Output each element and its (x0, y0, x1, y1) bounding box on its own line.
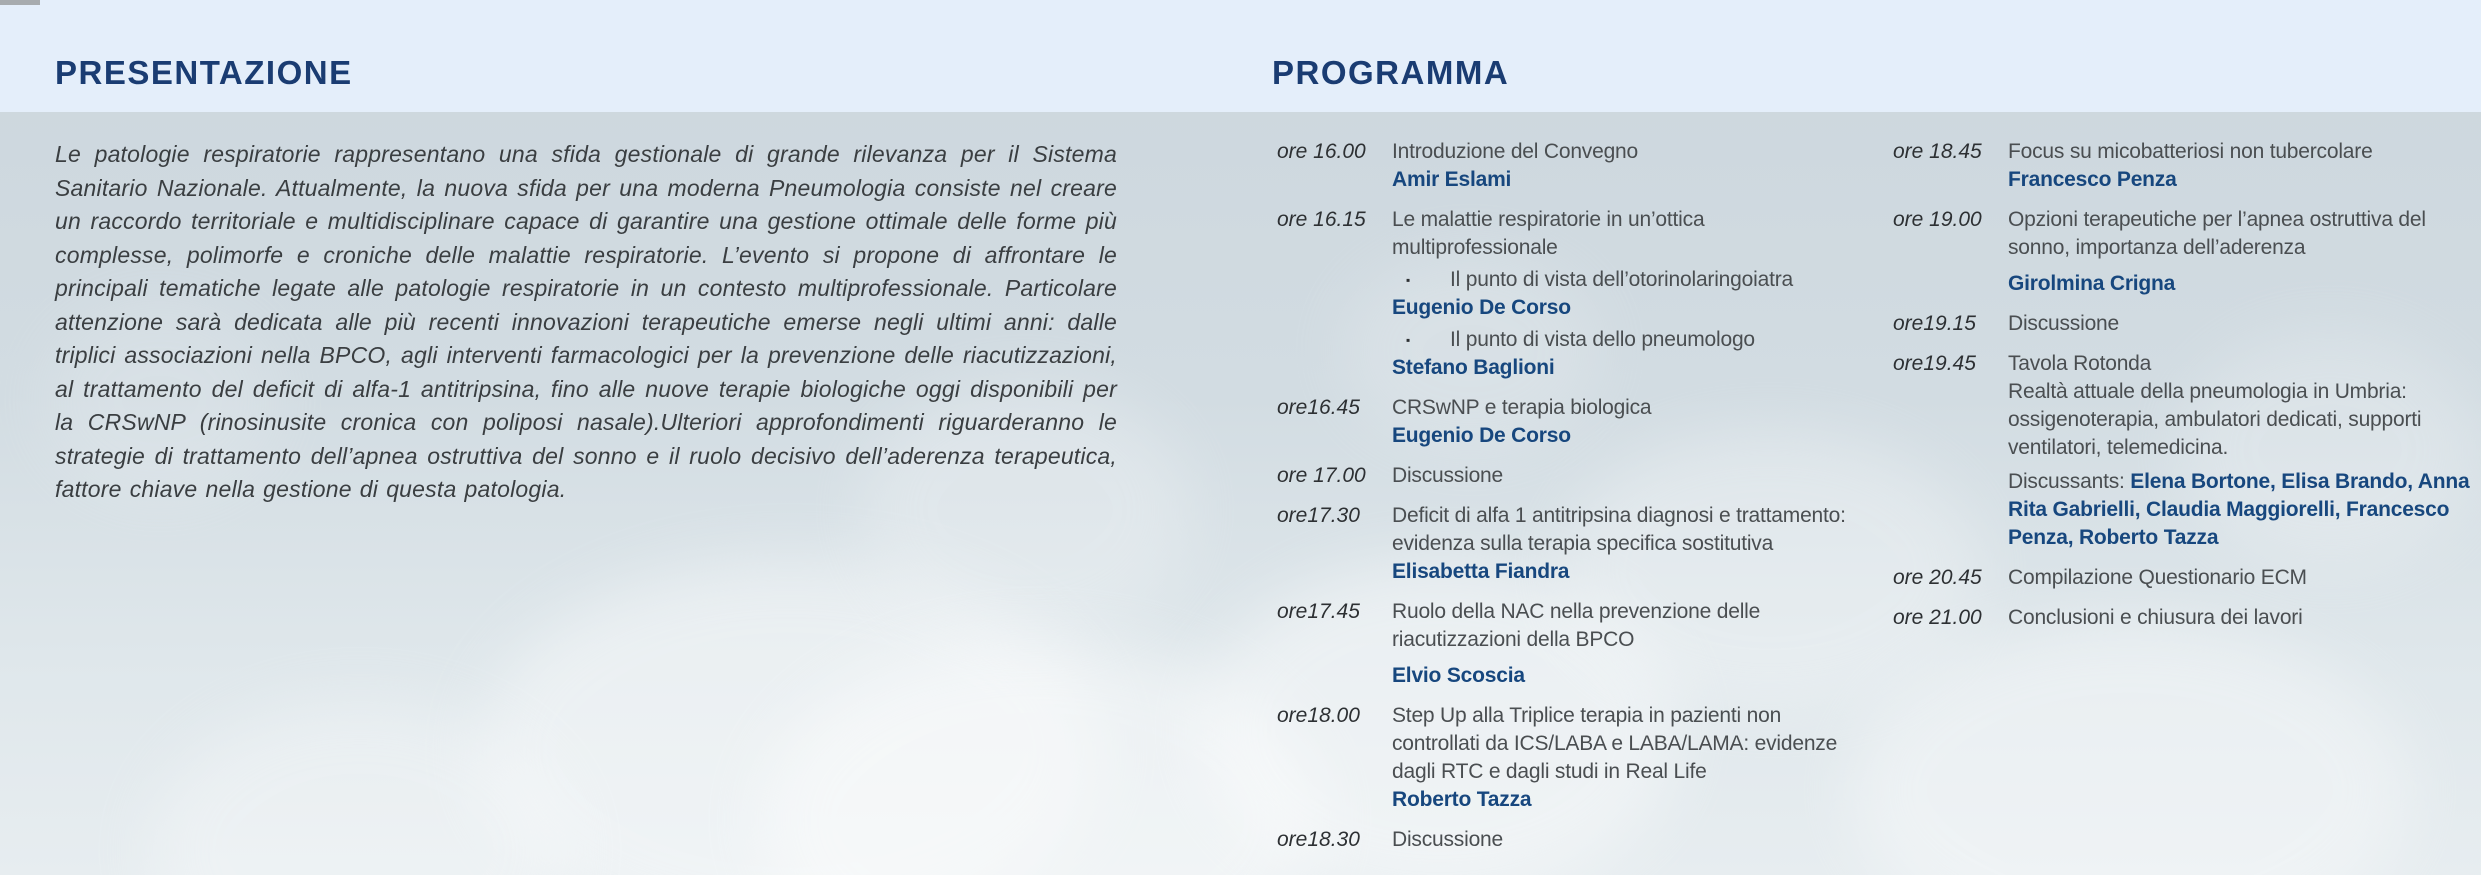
session-content (2008, 564, 2473, 592)
program-title: PROGRAMMA (1272, 54, 1510, 91)
program-row (1277, 462, 1862, 490)
program-row (1277, 598, 1862, 690)
program-row (1277, 394, 1862, 450)
session-title: Conclusioni e chiusura dei lavori (2008, 606, 2303, 629)
program-row (1893, 564, 2473, 592)
watermark-blob (480, 560, 1100, 875)
session-subtitle: Realtà attuale della pneumologia in Umbria: ossigenoterapia, ambulatori dedicati, supporti ventilatori, telemedicina. (2008, 380, 2422, 459)
session-title: Discussione (1392, 828, 1504, 851)
speaker-name: Eugenio De Corso (1392, 424, 1571, 447)
program-row (1277, 138, 1862, 194)
watermark-blob (760, 640, 1320, 875)
session-content (2008, 350, 2473, 552)
session-title: Tavola Rotonda (2008, 352, 2152, 375)
session-title: Introduzione del Convegno (1392, 140, 1639, 163)
session-content (2008, 138, 2473, 194)
discussants (2008, 468, 2473, 552)
program-column-1 (1277, 138, 1862, 866)
session-title: Focus su micobatteriosi non tubercolare (2008, 140, 2373, 163)
speaker-name: Stefano Baglioni (1392, 356, 1555, 379)
session-content (1392, 598, 1862, 690)
session-title: Step Up alla Triplice terapia in pazienti non controllati da ICS/LABA e LABA/LAMA: evidenze dagli RTC e dagli studi in Real Life (1392, 704, 1838, 783)
session-title: CRSwNP e terapia biologica (1392, 396, 1652, 419)
session-content (1392, 826, 1862, 854)
session-time: ore17.30 (1277, 504, 1360, 527)
watermark-blob (150, 700, 570, 875)
corner-artifact (0, 0, 40, 5)
session-time: ore19.15 (1893, 312, 1976, 335)
session-time: ore 16.00 (1277, 140, 1366, 163)
program-row (1893, 604, 2473, 632)
session-bullet (1392, 326, 1862, 354)
session-time: ore 21.00 (1893, 606, 1982, 629)
session-title: Ruolo della NAC nella prevenzione delle riacutizzazioni della BPCO (1392, 600, 1761, 651)
session-time: ore16.45 (1277, 396, 1360, 419)
session-time: ore18.30 (1277, 828, 1360, 851)
program-row (1277, 502, 1862, 586)
speaker-name: Roberto Tazza (1392, 788, 1532, 811)
bullet-text: Il punto di vista dello pneumologo (1450, 328, 1755, 351)
program-row (1893, 350, 2473, 552)
program-row (1893, 310, 2473, 338)
presentation-title: PRESENTAZIONE (55, 54, 353, 91)
session-content (2008, 206, 2473, 298)
session-content (1392, 702, 1862, 814)
session-time: ore 20.45 (1893, 566, 1982, 589)
session-title: Discussione (1392, 464, 1504, 487)
program-row (1277, 206, 1862, 382)
session-content (2008, 310, 2473, 338)
program-row (1893, 206, 2473, 298)
session-time: ore 16.15 (1277, 208, 1366, 231)
bullet-icon: ▪ (1406, 333, 1411, 347)
speaker-name: Elisabetta Fiandra (1392, 560, 1570, 583)
bullet-text: Il punto di vista dell’otorinolaringoiatra (1450, 268, 1793, 291)
program-row (1277, 702, 1862, 814)
bullet-icon: ▪ (1406, 273, 1411, 287)
header-band (0, 0, 2481, 112)
session-time: ore17.45 (1277, 600, 1360, 623)
session-time: ore 19.00 (1893, 208, 1982, 231)
program-row (1893, 138, 2473, 194)
session-time: ore19.45 (1893, 352, 1976, 375)
session-title: Opzioni terapeutiche per l’apnea ostruttiva del sonno, importanza dell’aderenza (2008, 208, 2426, 259)
speaker-name: Eugenio De Corso (1392, 296, 1571, 319)
session-content (1392, 462, 1862, 490)
watermark-blob (1850, 620, 2410, 875)
program-row (1277, 826, 1862, 854)
session-time: ore 18.45 (1893, 140, 1982, 163)
session-content (1392, 206, 1862, 382)
speaker-name: Francesco Penza (2008, 168, 2177, 191)
discussants-names: Elena Bortone, Elisa Brando, Anna Rita Gabrielli, Claudia Maggiorelli, Francesco Penza, Roberto Tazza (2008, 470, 2470, 549)
discussants-label: Discussants: (2008, 470, 2131, 493)
session-title: Le malattie respiratorie in un’ottica multiprofessionale (1392, 208, 1705, 259)
speaker-name: Elvio Scoscia (1392, 664, 1525, 687)
presentation-body: Le patologie respiratorie rappresentano una sfida gestionale di grande rilevanza per il Sistema Sanitario Nazionale. Attualmente, la nuova sfida per una moderna Pneumologia consiste nel creare un raccordo territoriale e multidisciplinare capace di garantire una gestione ottimale delle forme più complesse, polimorfe e croniche delle malattie respiratorie. L’evento si propone di affrontare le principali tematiche legate alle patologie respiratorie in un contesto multiprofessionale. Particolare attenzione sarà dedicata alle più recenti innovazioni terapeutiche emerse negli ultimi anni: dalle triplici associazioni nella BPCO, agli interventi farmacologici per la prevenzione delle riacutizzazioni, al trattamento del deficit di alfa-1 antitripsina, fino alle nuove terapie biologiche oggi disponibili per la CRSwNP (rinosinusite cronica con poliposi nasale).Ulteriori approfondimenti riguarderanno le strategie di trattamento dell’apnea ostruttiva del sonno e il ruolo decisivo dell’aderenza terapeutica, fattore chiave nella gestione di questa patologia. (55, 141, 1117, 502)
session-content (2008, 604, 2473, 632)
session-content (1392, 138, 1862, 194)
speaker-name: Girolmina Crigna (2008, 272, 2176, 295)
session-content (1392, 394, 1862, 450)
session-title: Deficit di alfa 1 antitripsina diagnosi e trattamento: evidenza sulla terapia specifica sostitutiva (1392, 504, 1846, 555)
session-title: Compilazione Questionario ECM (2008, 566, 2307, 589)
session-content (1392, 502, 1862, 586)
session-time: ore18.00 (1277, 704, 1360, 727)
program-column-2 (1893, 138, 2473, 644)
session-time: ore 17.00 (1277, 464, 1366, 487)
session-title: Discussione (2008, 312, 2120, 335)
speaker-name: Amir Eslami (1392, 168, 1512, 191)
session-bullet (1392, 266, 1862, 294)
